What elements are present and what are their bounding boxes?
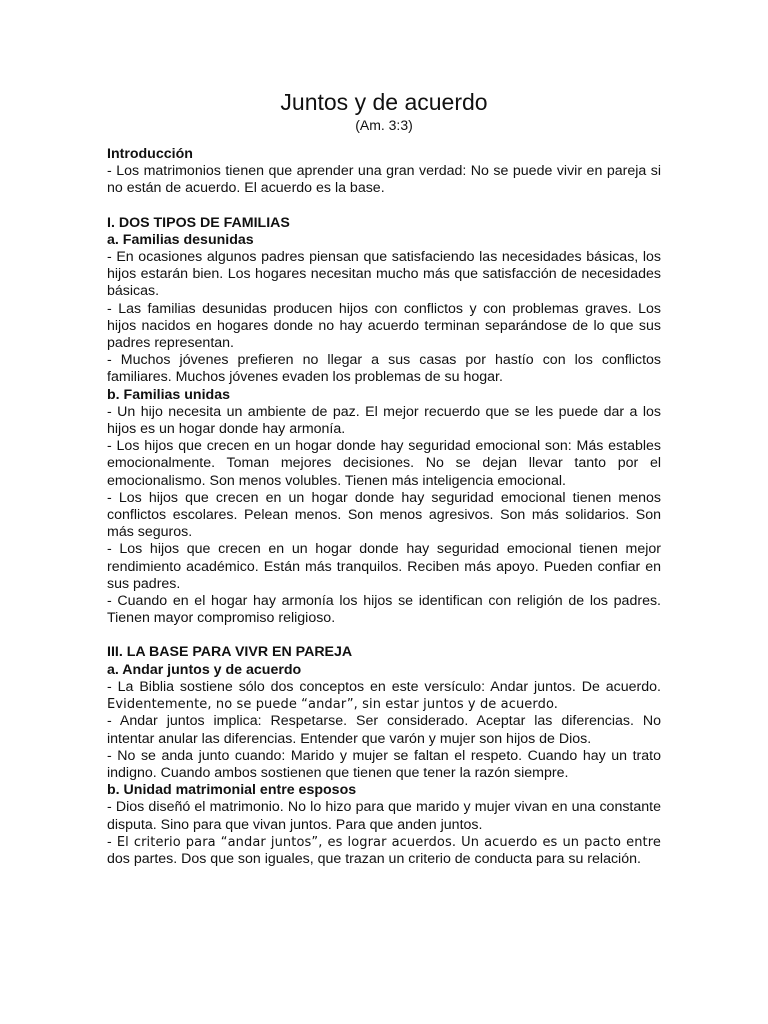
- section-1b-heading: b. Familias unidas: [107, 386, 230, 403]
- section-1b-paragraph: - Cuando en el hogar hay armonía los hijos se identifican con religión de los padres. Tienen mayor compromiso religioso.: [107, 593, 661, 627]
- document-reference: (Am. 3:3): [355, 117, 413, 133]
- section-3a-paragraph: [107, 679, 661, 713]
- section-3a-text-main: - La Biblia sostiene sólo dos conceptos en este versículo: Andar juntos. De acuerdo.: [107, 678, 661, 695]
- intro-paragraph: - Los matrimonios tienen que aprender una gran verdad: No se puede vivir en pareja si no están de acuerdo. El acuerdo es la base.: [107, 163, 661, 197]
- section-3a-heading: a. Andar juntos y de acuerdo: [107, 661, 302, 678]
- document-page: [107, 88, 661, 868]
- section-1a-paragraph: - En ocasiones algunos padres piensan que satisfaciendo las necesidades básicas, los hijos estarán bien. Los hogares necesitan mucho más que satisfacción de necesidades básicas.: [107, 249, 661, 300]
- section-3a-paragraph: - No se anda junto cuando: Marido y mujer se faltan el respeto. Cuando hay un trato indigno. Cuando ambos sostienen que tienen que tener la razón siempre.: [107, 747, 661, 781]
- spacer: [107, 198, 661, 215]
- section-1-heading: I. DOS TIPOS DE FAMILIAS: [107, 214, 290, 231]
- section-1b-paragraph: - Un hijo necesita un ambiente de paz. El mejor recuerdo que se les puede dar a los hijos es un hogar donde hay armonía.: [107, 403, 661, 438]
- section-1b-paragraph: - Los hijos que crecen en un hogar donde hay seguridad emocional tienen menos conflictos escolares. Pelean menos. Son menos agresivos. Son más solidarios. Son más seguros.: [107, 489, 661, 541]
- section-1b-paragraph: - Los hijos que crecen en un hogar donde hay seguridad emocional tienen mejor rendimiento académico. Están más tranquilos. Reciben más apoyo. Pueden confiar en sus padres.: [107, 541, 661, 592]
- section-3b-text-main: dos partes. Dos que son iguales, que trazan un criterio de conducta para su relación.: [107, 850, 641, 867]
- section-1a-paragraph: - Las familias desunidas producen hijos con conflictos y con problemas graves. Los hijos nacidos en hogares donde no hay acuerdo terminan separándose de lo que sus padres representan.: [107, 300, 661, 352]
- section-3b-text-alt: - El criterio para “andar juntos”, es lograr acuerdos. Un acuerdo es un pacto entre: [107, 834, 661, 850]
- section-3b-heading: b. Unidad matrimonial entre esposos: [107, 782, 357, 799]
- section-3-heading: III. LA BASE PARA VIVR EN PAREJA: [107, 644, 353, 661]
- spacer: [107, 627, 661, 644]
- intro-heading: Introducción: [107, 146, 193, 162]
- section-3a-text-alt: Evidentemente, no se puede “andar”, sin estar juntos y de acuerdo.: [107, 697, 559, 713]
- section-1b-paragraph: - Los hijos que crecen en un hogar donde hay seguridad emocional son: Más estables emocionalmente. Toman mejores decisiones. No se dejan llevar tanto por el emocionalismo. Son menos volubles. Tienen más inteligencia emocional.: [107, 438, 661, 489]
- section-3a-paragraph: - Andar juntos implica: Respetarse. Ser considerado. Aceptar las diferencias. No intentar anular las diferencias. Entender que varón y mujer son hijos de Dios.: [107, 713, 661, 747]
- section-1a-heading: a. Familias desunidas: [107, 231, 254, 248]
- section-1a-paragraph: - Muchos jóvenes prefieren no llegar a sus casas por hastío con los conflictos familiares. Muchos jóvenes evaden los problemas de su hogar.: [107, 352, 661, 386]
- section-3b-paragraph: [107, 834, 661, 868]
- document-title: Juntos y de acuerdo: [280, 89, 488, 115]
- section-3b-paragraph: - Dios diseñó el matrimonio. No lo hizo para que marido y mujer vivan en una constante disputa. Sino para que vivan juntos. Para que anden juntos.: [107, 799, 661, 833]
